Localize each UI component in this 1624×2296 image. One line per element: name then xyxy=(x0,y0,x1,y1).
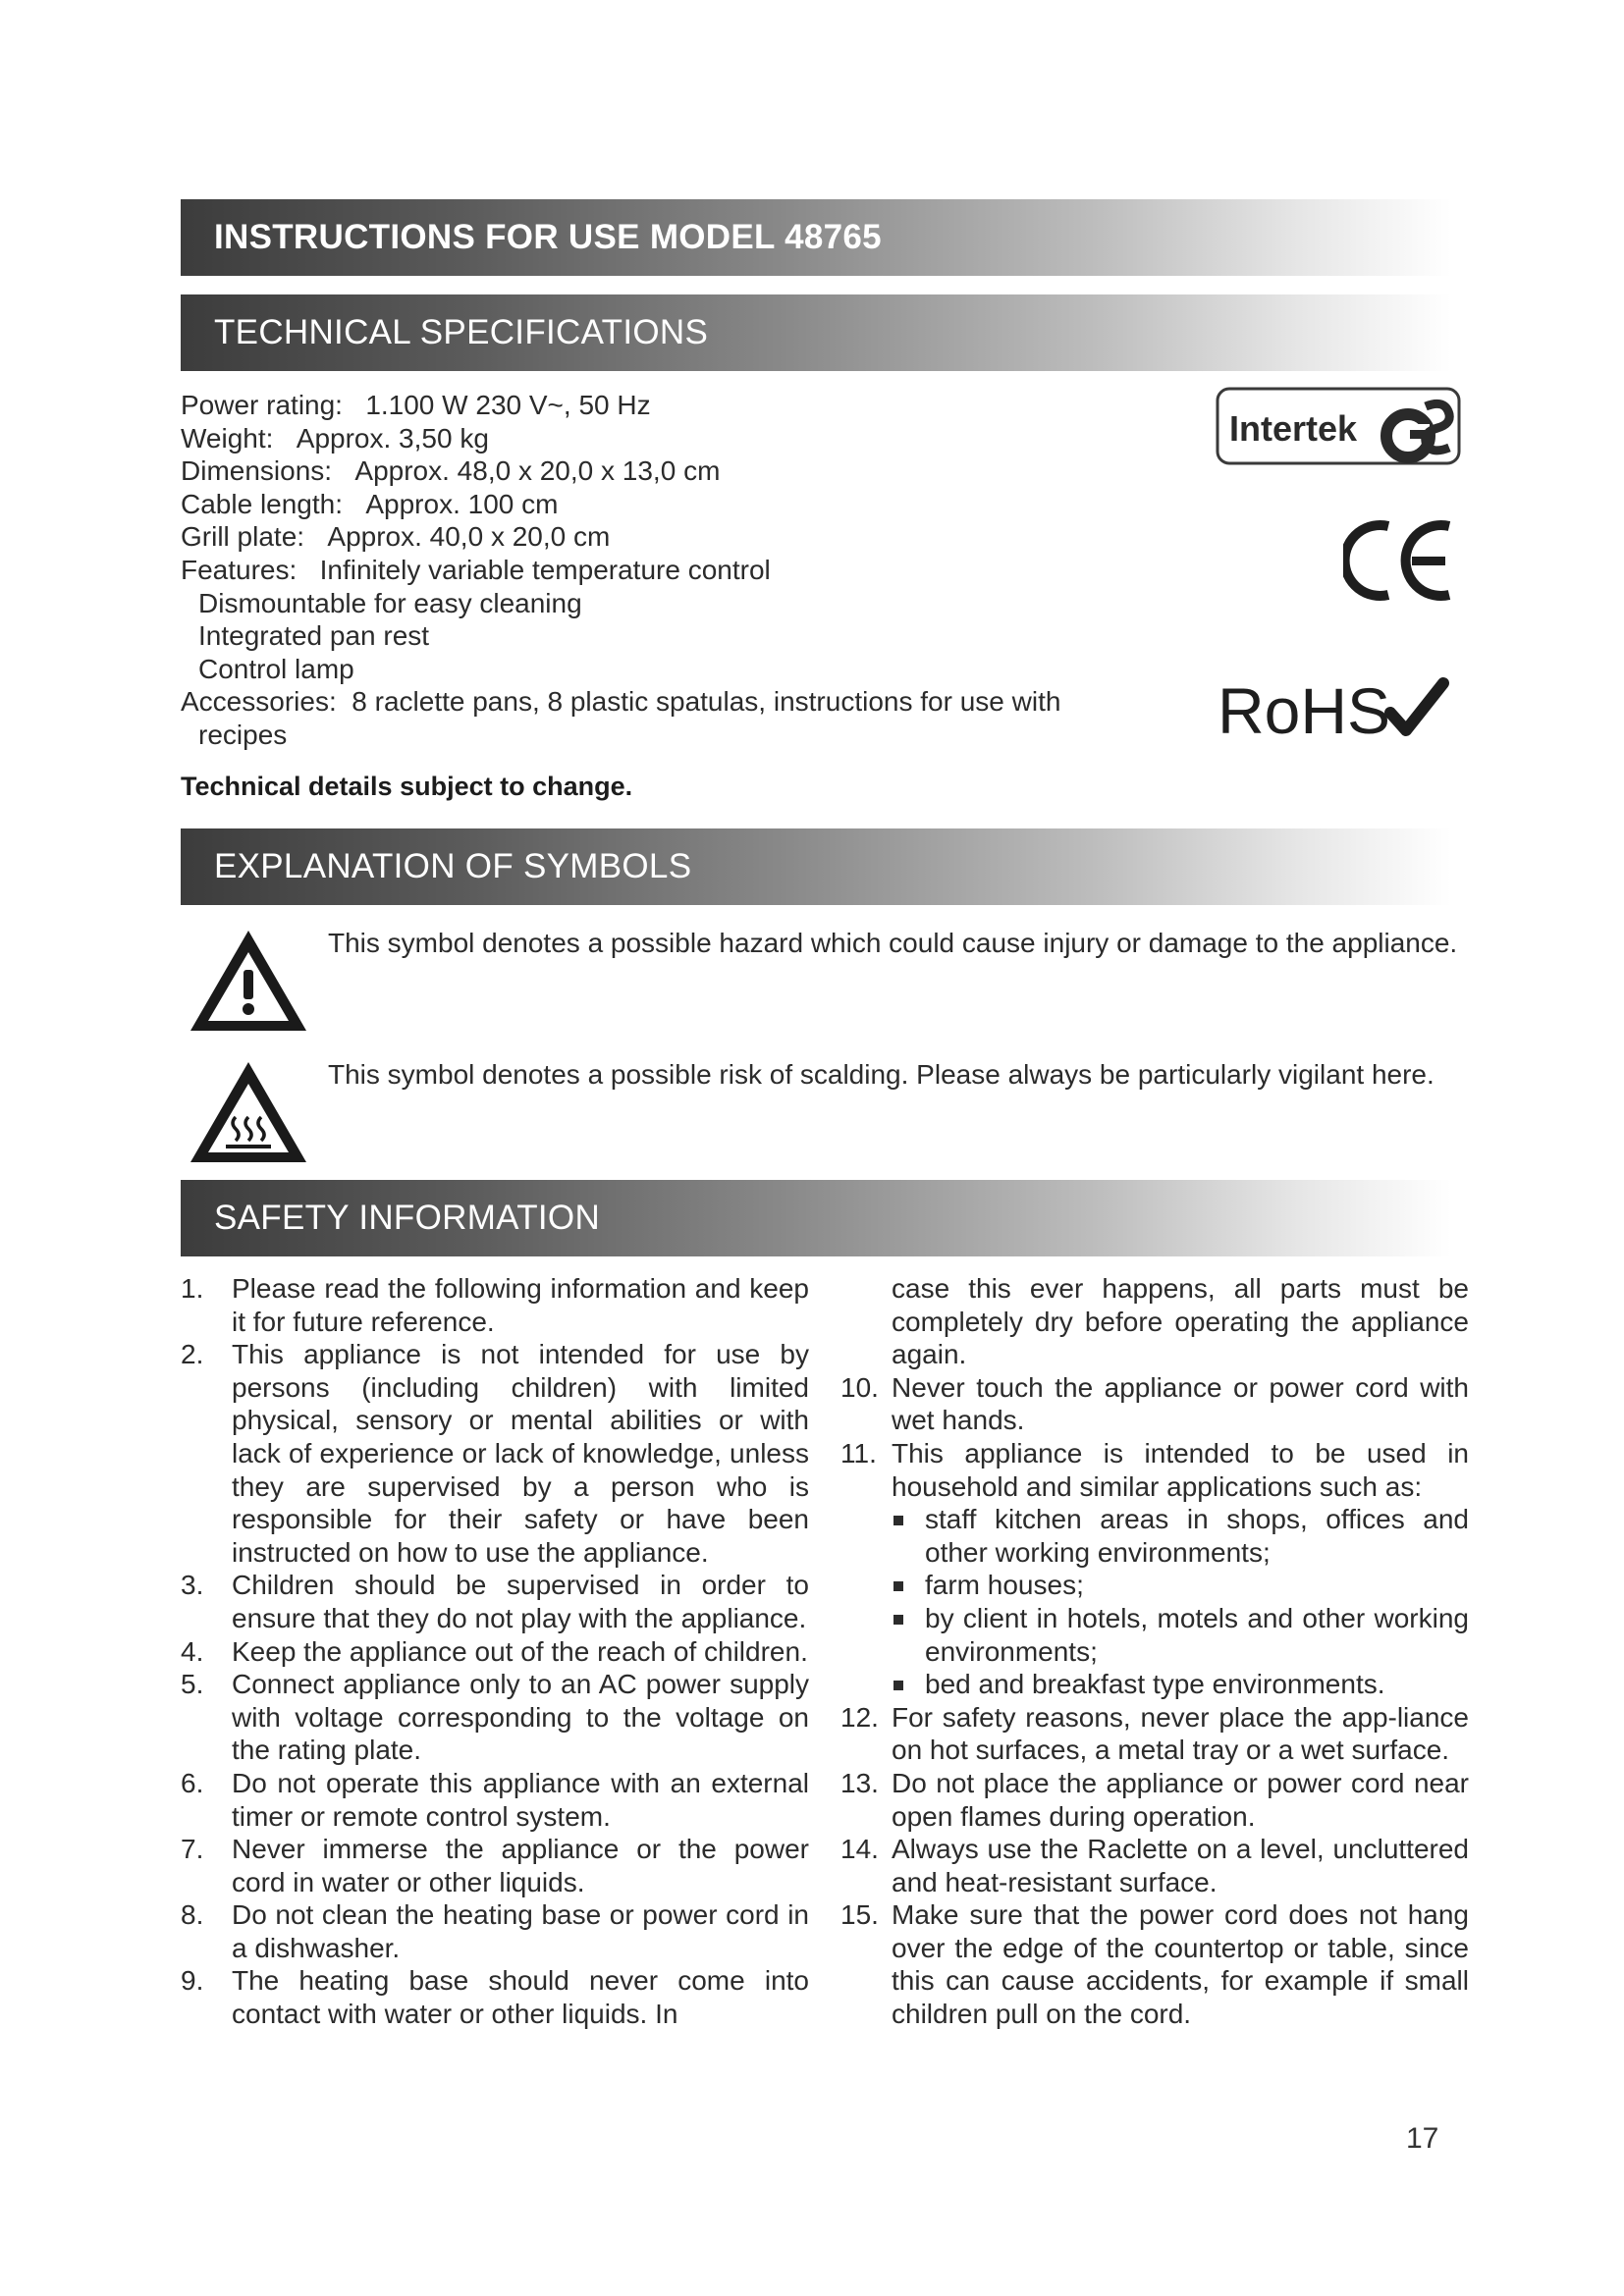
bullet-text: bed and breakfast type environments. xyxy=(925,1669,1385,1700)
checkmark-icon xyxy=(1382,675,1451,744)
spec-row-accessories xyxy=(181,685,1143,719)
item-number: 4. xyxy=(181,1635,204,1667)
intertek-gs-mark xyxy=(1216,387,1461,465)
bullet-square-icon xyxy=(893,1681,903,1690)
item-text: For safety reasons, never place the app-liance on hot surfaces, a metal tray or a wet surface. xyxy=(892,1701,1469,1766)
spec-row-grill xyxy=(181,520,1143,554)
safety-item xyxy=(181,1668,809,1767)
spec-label: Grill plate: xyxy=(181,521,305,553)
item-number: 1. xyxy=(181,1273,204,1304)
rohs-text: RoHS xyxy=(1218,674,1391,747)
item-number: 6. xyxy=(181,1767,204,1798)
spec-row-cable xyxy=(181,488,1143,521)
intertek-gs-logo xyxy=(1216,387,1461,465)
spec-row-power xyxy=(181,389,1143,422)
feature-item: Control lamp xyxy=(198,653,354,684)
item-text: Keep the appliance out of the reach of children. xyxy=(232,1635,808,1667)
bullet-item xyxy=(840,1569,1469,1602)
spec-label: Features: xyxy=(181,554,298,585)
bullet-item xyxy=(840,1602,1469,1668)
spec-value: Approx. 40,0 x 20,0 cm xyxy=(327,521,611,553)
section-title-safety: SAFETY INFORMATION xyxy=(214,1199,601,1237)
item-number: 3. xyxy=(181,1570,204,1601)
warning-triangle-icon xyxy=(187,927,310,1041)
item-text: This appliance is intended to be used in household and similar applications such as: xyxy=(892,1437,1469,1502)
page-number: 17 xyxy=(1406,2122,1439,2155)
item-number: 5. xyxy=(181,1669,204,1700)
safety-item xyxy=(840,1898,1469,2030)
item-text: Always use the Raclette on a level, uncluttered and heat-resistant surface. xyxy=(892,1834,1469,1897)
safety-item xyxy=(181,1964,809,2030)
spec-label: Weight: xyxy=(181,422,274,454)
safety-item xyxy=(181,1898,809,1964)
symbol-description: This symbol denotes a possible hazard which could cause injury or damage to the appliance. xyxy=(328,928,1458,958)
item-number: 12. xyxy=(840,1701,879,1733)
safety-item xyxy=(181,1272,809,1338)
item-text: Connect appliance only to an AC power supply with voltage corresponding to the voltage on the rating plate. xyxy=(232,1669,809,1766)
bullet-item xyxy=(840,1503,1469,1569)
safety-item xyxy=(181,1635,809,1669)
item-number: 10. xyxy=(840,1371,879,1403)
ce-symbol xyxy=(1343,516,1461,605)
bullet-square-icon xyxy=(893,1615,903,1625)
spec-value: Approx. 100 cm xyxy=(365,488,559,519)
item-text: Do not clean the heating base or power cord in a dishwasher. xyxy=(232,1899,809,1963)
section-band-symbols xyxy=(181,828,1451,905)
hot-surface-icon xyxy=(187,1058,310,1173)
specifications-list xyxy=(181,389,1143,752)
safety-item xyxy=(840,1437,1469,1503)
safety-item-continued: case this ever happens, all parts must be completely dry before operating the appliance again. xyxy=(892,1273,1469,1370)
item-text: Children should be supervised in order to ensure that they do not play with the appliance. xyxy=(232,1570,809,1633)
spec-label: Accessories: xyxy=(181,686,337,718)
spec-label: Power rating: xyxy=(181,390,343,420)
ce-mark xyxy=(1343,516,1461,605)
spec-row-features xyxy=(181,554,1143,587)
safety-column-left xyxy=(181,1272,809,2031)
symbol-description: This symbol denotes a possible risk of scalding. Please always be particularly vigilant here. xyxy=(328,1059,1435,1090)
section-title-technical: TECHNICAL SPECIFICATIONS xyxy=(214,313,709,351)
bullet-text: staff kitchen areas in shops, offices and other working environments; xyxy=(925,1504,1469,1568)
spec-row-weight xyxy=(181,422,1143,455)
item-number: 8. xyxy=(181,1899,204,1931)
item-text: Never touch the appliance or power cord with wet hands. xyxy=(892,1371,1469,1436)
section-band-technical xyxy=(181,294,1451,371)
item-number: 14. xyxy=(840,1834,879,1865)
safety-item xyxy=(181,1338,809,1569)
safety-item xyxy=(181,1833,809,1898)
safety-item xyxy=(181,1569,809,1634)
safety-item xyxy=(840,1701,1469,1767)
technical-note: Technical details subject to change. xyxy=(181,772,633,801)
spec-label: Dimensions: xyxy=(181,455,333,487)
section-title-symbols: EXPLANATION OF SYMBOLS xyxy=(214,847,692,885)
bullet-square-icon xyxy=(893,1516,903,1525)
item-text: The heating base should never come into contact with water or other liquids. In xyxy=(232,1965,809,2030)
item-number: 9. xyxy=(181,1965,204,1997)
item-number: 7. xyxy=(181,1834,204,1865)
bullet-square-icon xyxy=(893,1581,903,1591)
item-number: 15. xyxy=(840,1899,879,1931)
accessories-continued: recipes xyxy=(198,719,288,750)
safety-item xyxy=(840,1833,1469,1898)
safety-column-right xyxy=(840,1272,1469,2031)
bullet-text: by client in hotels, motels and other working environments; xyxy=(925,1602,1469,1667)
spec-row-dimensions xyxy=(181,454,1143,488)
page-title: INSTRUCTIONS FOR USE MODEL 48765 xyxy=(214,218,882,256)
spec-value: Approx. 3,50 kg xyxy=(296,422,489,454)
rohs-logo xyxy=(1216,671,1461,750)
certification-logos xyxy=(1198,381,1463,754)
hot-surface-svg xyxy=(187,1058,310,1168)
spec-value: 1.100 W 230 V~, 50 Hz xyxy=(365,390,651,420)
item-number: 2. xyxy=(181,1339,204,1370)
title-band xyxy=(181,199,1451,276)
item-text: Please read the following information and keep it for future reference. xyxy=(232,1273,809,1337)
spec-label: Cable length: xyxy=(181,488,344,519)
spec-value: 8 raclette pans, 8 plastic spatulas, instructions for use with xyxy=(352,686,1061,718)
item-number: 13. xyxy=(840,1767,879,1798)
item-text: Make sure that the power cord does not hang over the edge of the countertop or table, since this can cause accidents, for example if small children pull on the cord. xyxy=(892,1899,1469,2030)
item-number: 11. xyxy=(840,1437,877,1468)
warning-triangle-svg xyxy=(187,927,310,1037)
spec-value: Infinitely variable temperature control xyxy=(319,554,771,585)
safety-item xyxy=(840,1371,1469,1437)
item-text: Never immerse the appliance or the power cord in water or other liquids. xyxy=(232,1834,809,1897)
section-band-safety xyxy=(181,1180,1451,1256)
feature-item: Dismountable for easy cleaning xyxy=(198,587,582,618)
bullet-text: farm houses; xyxy=(925,1570,1084,1601)
intertek-text: Intertek xyxy=(1229,408,1358,449)
bullet-item xyxy=(840,1668,1469,1701)
spec-value: Approx. 48,0 x 20,0 x 13,0 cm xyxy=(354,455,721,487)
feature-item: Integrated pan rest xyxy=(198,620,430,652)
item-text: Do not operate this appliance with an external timer or remote control system. xyxy=(232,1767,809,1832)
item-text: This appliance is not intended for use by persons (including children) with limited physical, sensory or mental abilities or with lack of experience or lack of knowledge, unless they are supervised by a person who is responsible for their safety or have been instructed on how to use the appliance. xyxy=(232,1339,809,1568)
safety-item xyxy=(840,1767,1469,1833)
item-text: Do not place the appliance or power cord near open flames during operation. xyxy=(892,1767,1469,1832)
safety-item xyxy=(181,1767,809,1833)
